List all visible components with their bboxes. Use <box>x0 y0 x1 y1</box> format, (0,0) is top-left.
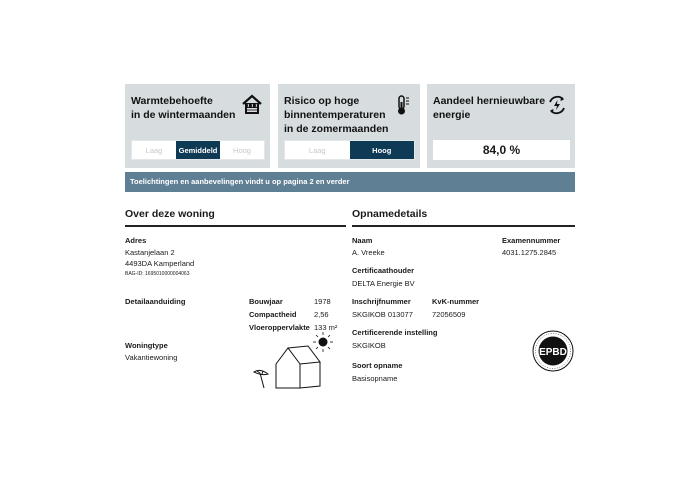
aandeel-title-line1: Aandeel hernieuwbare <box>433 95 546 107</box>
certificaathouder-value: DELTA Energie BV <box>352 279 415 288</box>
warmte-option-laag: Laag <box>145 145 163 155</box>
house-outline-icon <box>276 346 320 388</box>
compactheid-label: Compactheid <box>249 310 297 319</box>
instelling-value: SKGIKOB <box>352 341 386 350</box>
naam-value: A. Vreeke <box>352 248 385 257</box>
risico-card <box>278 84 420 168</box>
examen-value: 4031.1275.2845 <box>502 248 557 257</box>
epbd-seal-icon <box>531 329 575 373</box>
bouwjaar-label: Bouwjaar <box>249 297 283 306</box>
examen-label: Examennummer <box>502 236 561 245</box>
risico-option-laag: Laag <box>308 145 326 155</box>
risico-title-line1: Risico op hoge <box>284 95 360 107</box>
warmtebehoefte-scale <box>131 140 265 160</box>
aandeel-title-line2: energie <box>433 109 471 121</box>
instelling-label: Certificerende instelling <box>352 328 438 337</box>
tree-icon <box>254 370 268 388</box>
woning-heading: Over deze woning <box>125 208 215 220</box>
certificaathouder-label: Certificaathouder <box>352 266 415 275</box>
renewable-cycle-icon <box>546 94 568 116</box>
bag-id: BAG-ID: 1695010000004063 <box>125 271 190 277</box>
kvk-label: KvK-nummer <box>432 297 480 306</box>
soort-value: Basisopname <box>352 374 398 383</box>
house-illustration <box>248 332 340 392</box>
woningtype-label: Woningtype <box>125 341 168 350</box>
sun-icon <box>313 332 333 352</box>
soort-label: Soort opname <box>352 361 403 370</box>
naam-label: Naam <box>352 236 373 245</box>
warmtebehoefte-title-line2: in de wintermaanden <box>131 109 236 121</box>
risico-title-line2: binnentemperaturen <box>284 109 386 121</box>
woningtype-value: Vakantiewoning <box>125 353 178 362</box>
risico-title-line3: in de zomermaanden <box>284 123 389 135</box>
vloer-value: 133 m² <box>314 323 338 332</box>
aandeel-value: 84,0 % <box>433 140 570 160</box>
warmte-option-gemiddeld: Gemiddeld <box>176 141 220 159</box>
risico-scale <box>284 140 415 160</box>
compactheid-value: 2,56 <box>314 310 329 319</box>
warmte-option-hoog: Hoog <box>233 145 251 155</box>
detail-label: Detailaanduiding <box>125 297 186 306</box>
adres-postcode: 4493DA Kamperland <box>125 259 195 268</box>
kvk-value: 72056509 <box>432 310 466 319</box>
aandeel-card <box>427 84 575 168</box>
info-banner: Toelichtingen en aanbevelingen vindt u op pagina 2 en verder <box>125 172 575 192</box>
warmtebehoefte-title-line1: Warmtebehoefte <box>131 95 213 107</box>
warmtebehoefte-title <box>131 94 235 122</box>
adres-label: Adres <box>125 236 147 245</box>
opname-divider <box>352 225 575 227</box>
adres-street: Kastanjelaan 2 <box>125 248 175 257</box>
warmtebehoefte-card <box>125 84 270 168</box>
opname-heading: Opnamedetails <box>352 208 428 220</box>
woning-divider <box>125 225 346 227</box>
inschrijf-label: Inschrijfnummer <box>352 297 411 306</box>
risico-title <box>284 94 388 136</box>
epbd-logo-text: EPBD <box>539 347 567 358</box>
thermometer-icon <box>391 94 413 116</box>
aandeel-title <box>433 94 545 122</box>
inschrijf-value: SKGIKOB 013077 <box>352 310 413 319</box>
risico-option-hoog: Hoog <box>350 141 415 159</box>
vloer-label: Vloeroppervlakte <box>249 323 310 332</box>
house-heat-icon <box>241 94 263 116</box>
bouwjaar-value: 1978 <box>314 297 331 306</box>
